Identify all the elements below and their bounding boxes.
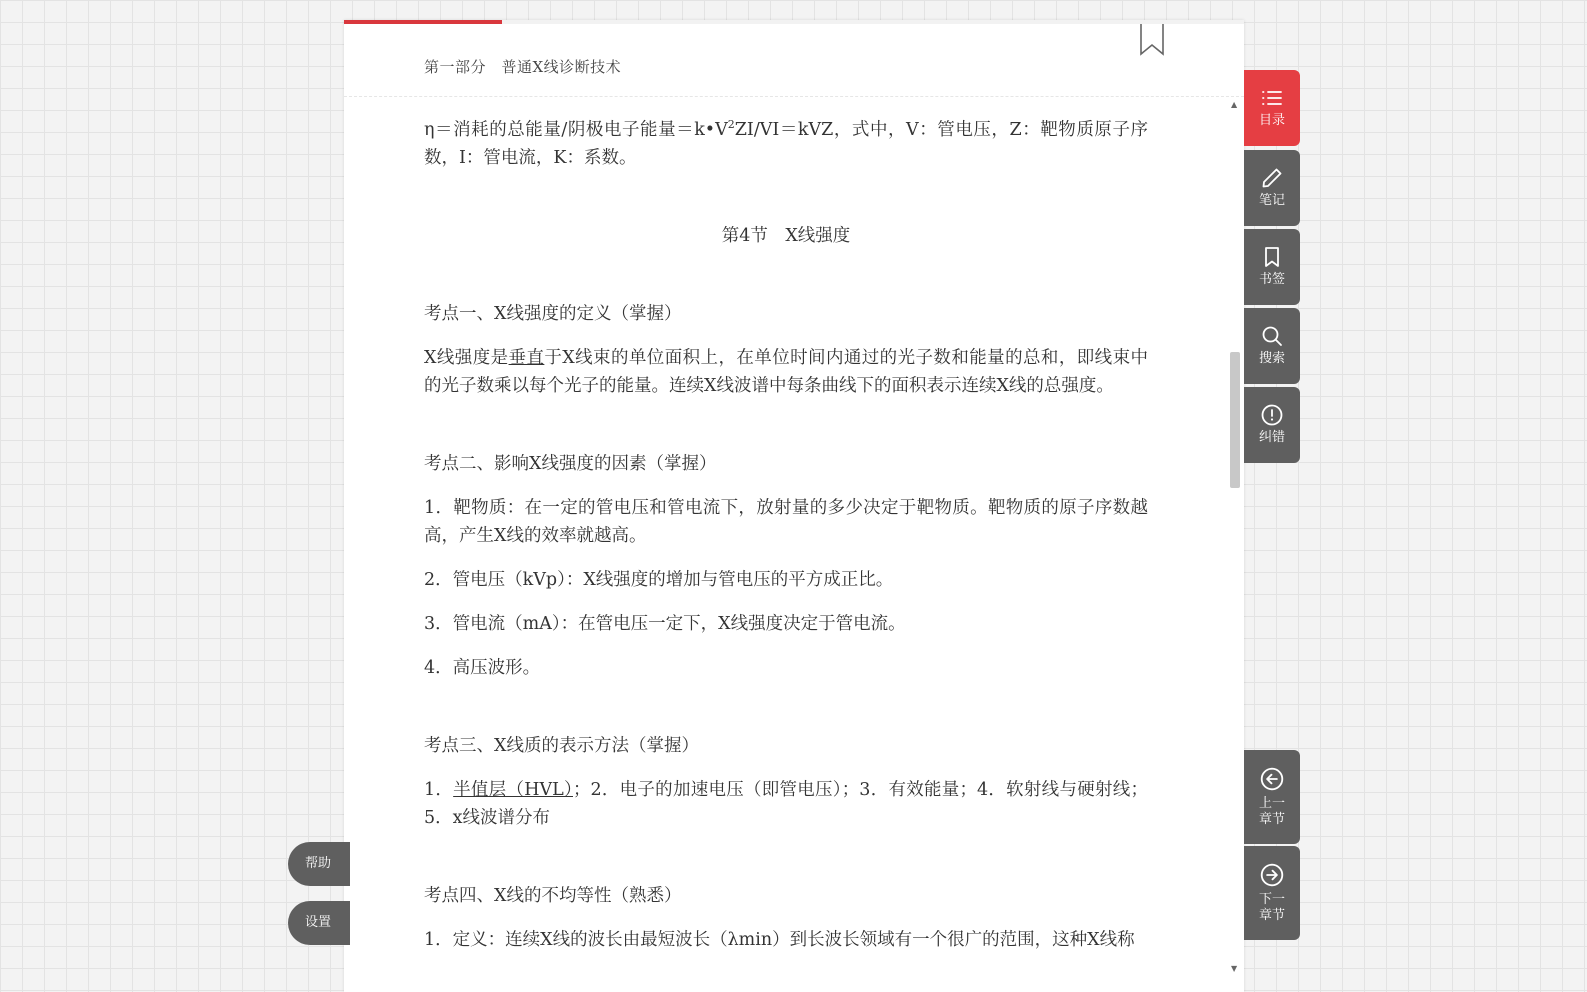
section-title: 第4节 X线强度 xyxy=(721,226,851,246)
next-chapter-button[interactable] xyxy=(1244,846,1300,940)
chapter-title: 第一部分 普通X线诊断技术 xyxy=(424,58,622,76)
pencil-icon xyxy=(1260,166,1284,190)
prev-chapter-label-2: 章节 xyxy=(1258,812,1285,827)
bookmark-button[interactable] xyxy=(1244,229,1300,305)
search-button[interactable] xyxy=(1244,308,1300,384)
settings-button[interactable]: 设置 xyxy=(288,901,350,945)
term-link-hvl[interactable]: 半值层（HVL） xyxy=(453,780,573,800)
toc-label: 目录 xyxy=(1258,113,1285,128)
notes-label: 笔记 xyxy=(1258,193,1285,208)
bookmark-ribbon-icon[interactable] xyxy=(1139,24,1165,56)
arrow-left-circle-icon xyxy=(1259,766,1285,792)
scrollbar-thumb[interactable] xyxy=(1230,352,1240,488)
point1-paragraph: X线强度是垂直于X线束的单位面积上，在单位时间内通过的光子数和能量的总和，即线束中的光子数乘以每个光子的能量。连续X线波谱中每条曲线下的面积表示连续X线的总强度。 xyxy=(424,348,1148,396)
next-chapter-label-1: 下一 xyxy=(1258,892,1285,907)
toc-button[interactable] xyxy=(1244,70,1300,146)
next-chapter-label-2: 章节 xyxy=(1258,908,1285,923)
point2-item-3: 3．管电流（mA）：在管电压一定下，X线强度决定于管电流。 xyxy=(424,614,906,634)
errata-label: 纠错 xyxy=(1258,430,1285,445)
bookmark-icon xyxy=(1260,245,1284,269)
point3-title: 考点三、X线质的表示方法（掌握） xyxy=(424,736,699,756)
prev-chapter-label-1: 上一 xyxy=(1258,796,1285,811)
prev-chapter-button[interactable] xyxy=(1244,750,1300,844)
reading-progress-fill xyxy=(344,20,502,24)
formula-paragraph: η＝消耗的总能量/阴极电子能量$=k•V^2ZI/VI=kVZ$，式中，V：管电压，Z：靶物质原子序数，I：管电流，K：系数。 xyxy=(424,118,1148,168)
term-link-vertical[interactable]: 垂直 xyxy=(508,348,545,368)
notes-button[interactable] xyxy=(1244,150,1300,226)
errata-button[interactable] xyxy=(1244,387,1300,463)
point4-item-1: 1．定义：连续X线的波长由最短波长（λmin）到长波长领域有一个很广的范围，这种X线称 xyxy=(424,930,1135,950)
search-label: 搜索 xyxy=(1258,351,1285,366)
header-divider xyxy=(344,96,1244,97)
point2-title: 考点二、影响X线强度的因素（掌握） xyxy=(424,454,717,474)
reader-page xyxy=(344,20,1244,992)
point4-title: 考点四、X线的不均等性（熟悉） xyxy=(424,886,682,906)
search-icon xyxy=(1260,324,1284,348)
point2-item-1: 1．靶物质：在一定的管电压和管电流下，放射量的多少决定于靶物质。靶物质的原子序数越高，产生X线的效率就越高。 xyxy=(424,498,1148,546)
point1-title: 考点一、X线强度的定义（掌握） xyxy=(424,304,682,324)
bookmark-label: 书签 xyxy=(1258,272,1285,287)
point2-item-2: 2．管电压（kVp）：X线强度的增加与管电压的平方成正比。 xyxy=(424,570,894,590)
chapter-content xyxy=(424,116,1148,954)
scroll-down-arrow[interactable]: ▼ xyxy=(1231,964,1238,973)
reading-progress-bar xyxy=(344,20,1244,24)
list-icon xyxy=(1260,86,1284,110)
alert-circle-icon xyxy=(1260,403,1284,427)
point3-paragraph: 1．半值层（HVL）；2．电子的加速电压（即管电压）；3．有效能量；4．软射线与硬射线；5．x线波谱分布 xyxy=(424,780,1148,828)
help-button[interactable]: 帮助 xyxy=(288,842,350,886)
point2-item-4: 4．高压波形。 xyxy=(424,658,541,678)
arrow-right-circle-icon xyxy=(1259,862,1285,888)
scroll-up-arrow[interactable]: ▲ xyxy=(1231,100,1238,109)
